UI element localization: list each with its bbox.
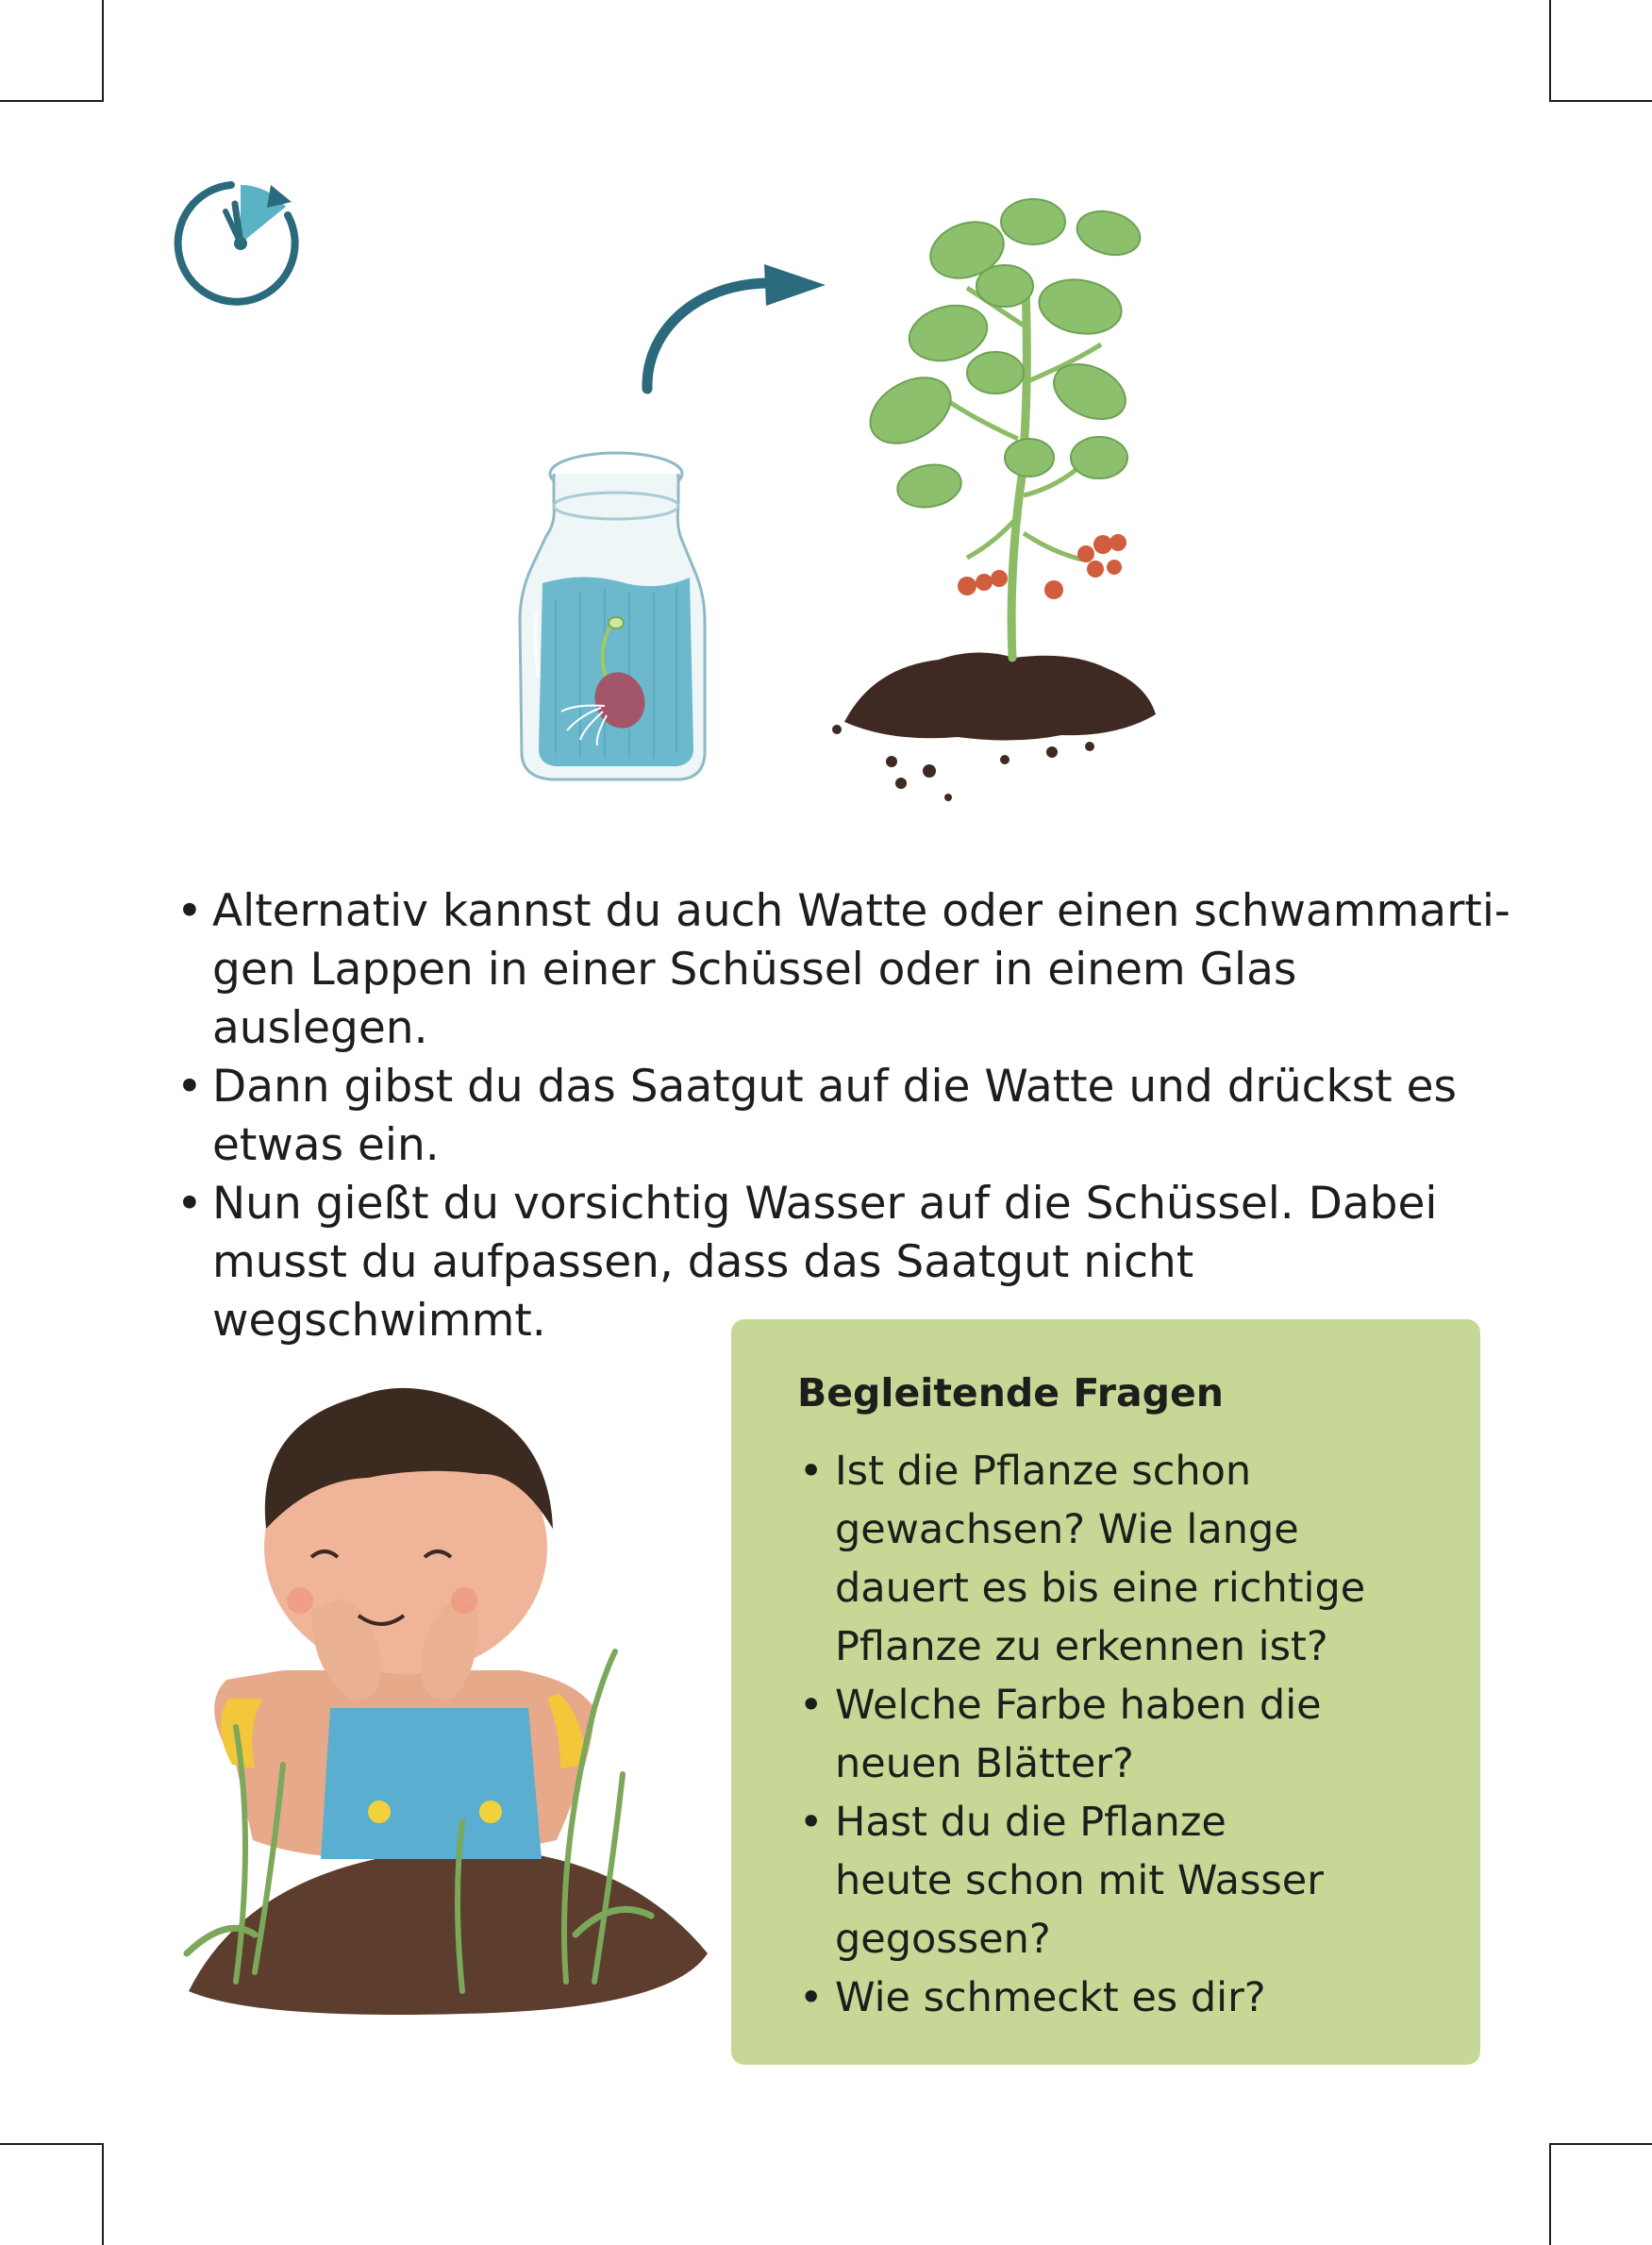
crop-mark-bottom-left-v (102, 2143, 104, 2245)
instruction-item (173, 1058, 1512, 1175)
crop-mark-bottom-right-v (1549, 2143, 1551, 2245)
question-item (795, 1442, 1456, 1676)
instruction-line: etwas ein. (212, 1119, 440, 1171)
question-line: Pflanze zu erkennen ist? (835, 1623, 1328, 1670)
question-line: • Ist die Pflanze schon (835, 1448, 1252, 1495)
child-illustration (179, 1368, 708, 2029)
plant-illustration (807, 175, 1165, 826)
question-item (795, 1676, 1456, 1793)
question-item (795, 1969, 1456, 2027)
question-line: • Wie schmeckt es dir? (835, 1974, 1266, 2021)
instruction-item (173, 882, 1512, 1058)
instruction-line: • Nun gießt du vorsichtig Wasser auf die Schüssel. Dabei (212, 1178, 1438, 1230)
question-item (795, 1793, 1456, 1969)
crop-mark-top-right-v (1549, 0, 1551, 102)
instruction-line: musst du aufpassen, dass das Saatgut nicht wegschwimmt. (212, 1236, 1194, 1347)
question-line: dauert es bis eine richtige (835, 1565, 1366, 1612)
question-line: • Hast du die Pflanze (835, 1799, 1226, 1846)
questions-list (795, 1442, 1456, 2027)
timer-icon (165, 168, 316, 319)
crop-mark-top-left-v (102, 0, 104, 102)
question-line: heute schon mit Wasser (835, 1857, 1324, 1904)
question-line: • Welche Farbe haben die (835, 1682, 1322, 1729)
jar-illustration (514, 451, 712, 791)
instruction-list (173, 882, 1512, 1350)
instruction-line: • Alternativ kannst du auch Watte oder einen schwammarti- (212, 885, 1510, 937)
crop-mark-bottom-right-h (1549, 2143, 1652, 2145)
arrow-icon (632, 255, 835, 406)
question-line: gegossen? (835, 1916, 1051, 1963)
instruction-line: gen Lappen in einer Schüssel oder in einem Glas auslegen. (212, 944, 1297, 1054)
questions-title: Begleitende Fragen (797, 1370, 1224, 1416)
question-line: gewachsen? Wie lange (835, 1506, 1299, 1553)
questions-box (731, 1319, 1480, 2065)
crop-mark-top-left-h (0, 100, 104, 102)
crop-mark-top-right-h (1549, 100, 1652, 102)
instruction-line: • Dann gibst du das Saatgut auf die Watte und drückst es (212, 1061, 1457, 1113)
crop-mark-bottom-left-h (0, 2143, 104, 2145)
question-line: neuen Blätter? (835, 1740, 1134, 1787)
